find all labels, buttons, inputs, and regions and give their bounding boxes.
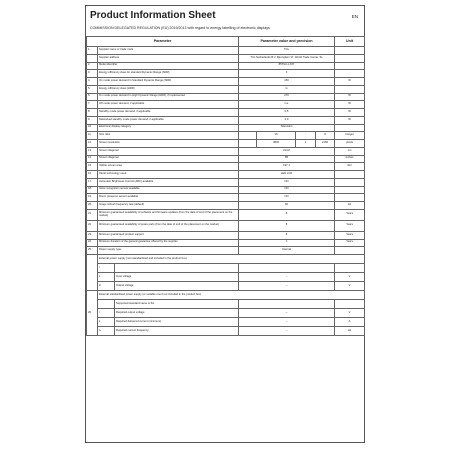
sheet-title: Product Information Sheet xyxy=(90,10,216,21)
row-number: 15. xyxy=(87,163,98,171)
parameter-value: NO xyxy=(239,178,335,186)
parameter-unit: V xyxy=(335,273,365,282)
sub-index: iv xyxy=(98,327,115,336)
table-header-row xyxy=(87,37,365,47)
parameter-unit: pixels xyxy=(335,140,365,148)
sub-index: iii xyxy=(98,282,115,291)
table-body xyxy=(87,47,365,336)
table-row xyxy=(87,62,365,70)
parameter-unit xyxy=(335,62,365,70)
row-number: 20. xyxy=(87,202,98,210)
parameter-name: Networked standby mode power demand, if applicable xyxy=(98,116,239,124)
parameter-name: Model identifier xyxy=(98,62,239,70)
parameter-table xyxy=(86,36,365,336)
parameter-value: -- xyxy=(239,282,335,291)
table-row xyxy=(87,155,365,163)
parameter-value: LED LCD xyxy=(239,171,335,179)
table-row xyxy=(87,109,365,117)
parameter-unit: Years xyxy=(335,239,365,247)
parameter-name: Minimum duration of the general guarantee offered by the supplier xyxy=(98,239,239,247)
table-row xyxy=(87,171,365,179)
parameter-unit: W xyxy=(335,116,365,124)
table-row xyxy=(87,132,365,140)
row-number: 1. xyxy=(87,47,98,55)
parameter-value: 8 xyxy=(239,220,335,231)
table-row xyxy=(87,282,365,291)
row-number: 10. xyxy=(87,124,98,132)
parameter-value: 0,5 xyxy=(239,109,335,117)
row-number: 18. xyxy=(87,186,98,194)
header-value: Parameter value and precision xyxy=(239,37,335,47)
parameter-name: Size ratio xyxy=(98,132,239,140)
row-number: 19. xyxy=(87,194,98,202)
parameter-value: 8 xyxy=(239,231,335,239)
row-number: 2. xyxy=(87,62,98,70)
parameter-name: Energy efficiency class for standard Dynamic Range (SDR) xyxy=(98,70,239,78)
row-number: 25. xyxy=(87,247,98,255)
parameter-unit xyxy=(335,124,365,132)
table-row xyxy=(87,47,365,55)
table-row xyxy=(87,93,365,101)
table-row xyxy=(87,273,365,282)
table-row xyxy=(87,70,365,78)
standard-power-supply-title: External standardised power supply (or suitable one if not included in the product box) xyxy=(98,291,365,300)
parameter-name: Input voltage xyxy=(115,273,239,282)
regulation-subtitle: COMMISSION DELEGATED REGULATION (EU) 2019/2013 with regard to energy labelling of electronic displays xyxy=(90,26,270,30)
table-row xyxy=(87,101,365,109)
table-row xyxy=(87,291,365,300)
row-number: 23. xyxy=(87,231,98,239)
table-row xyxy=(87,247,365,255)
table-row xyxy=(87,124,365,132)
parameter-name: Panel technology used xyxy=(98,171,239,179)
row-number: 26. xyxy=(87,291,98,336)
parameter-value: -- xyxy=(239,318,335,327)
row-number: 21. xyxy=(87,209,98,220)
external-power-supply-title: External power supply (non-standardised and included in the product box) xyxy=(98,255,365,264)
table-row xyxy=(87,140,365,148)
table-row xyxy=(87,202,365,210)
parameter-value: -- xyxy=(239,273,335,282)
parameter-name: Voice recognition sensor available xyxy=(98,186,239,194)
row-number: 16. xyxy=(87,171,98,179)
parameter-unit: W xyxy=(335,109,365,117)
sub-index xyxy=(98,300,115,309)
parameter-value: 2160 xyxy=(316,140,335,148)
header-unit: Unit xyxy=(335,37,365,47)
parameter-unit: Hz xyxy=(335,327,365,336)
table-row xyxy=(87,178,365,186)
row-number xyxy=(87,54,98,62)
parameter-value: -- xyxy=(239,327,335,336)
parameter-name: Minimum guaranteed availability of spare parts (from the date of end of the placement on the market) xyxy=(98,220,239,231)
parameter-name: Electronic display category xyxy=(98,124,239,132)
language-code: EN xyxy=(351,14,358,19)
parameter-unit: W xyxy=(335,101,365,109)
parameter-name: Energy efficiency class (HDR) xyxy=(98,85,239,93)
table-row xyxy=(87,220,365,231)
parameter-unit: A xyxy=(335,318,365,327)
parameter-value: TCL Netherlands B.V. Beursplein 37, World Trade Center, 5e xyxy=(239,54,335,62)
row-number: 5. xyxy=(87,85,98,93)
parameter-unit xyxy=(335,178,365,186)
parameter-name: On mode power demand in Standard Dynamic Range (SDR) xyxy=(98,78,239,86)
parameter-value: NO xyxy=(239,186,335,194)
parameter-value: 270 xyxy=(239,93,335,101)
parameter-unit: Inches xyxy=(335,155,365,163)
parameter-name: Required current frequency xyxy=(115,327,239,336)
parameter-name: Room presence sensor available xyxy=(98,194,239,202)
row-number: 8. xyxy=(87,109,98,117)
table-row xyxy=(87,327,365,336)
parameter-value: G xyxy=(239,85,335,93)
row-number: 3. xyxy=(87,70,98,78)
parameter-value: NO xyxy=(239,194,335,202)
parameter-value: Internal xyxy=(239,247,335,255)
parameter-name: Screen diagonal xyxy=(98,147,239,155)
parameter-name: Screen resolution xyxy=(98,140,239,148)
parameter-value: TCL xyxy=(239,47,335,55)
parameter-name: Image refresh frequency rate (default) xyxy=(98,202,239,210)
row-number: 11. xyxy=(87,132,98,140)
row-number: 17. xyxy=(87,178,98,186)
row-number: 6. xyxy=(87,93,98,101)
parameter-value: 3840 xyxy=(257,140,296,148)
table-row xyxy=(87,78,365,86)
sub-index: i xyxy=(98,309,115,318)
table-row xyxy=(87,264,365,273)
row-number: 14. xyxy=(87,155,98,163)
table-row xyxy=(87,255,365,264)
parameter-unit: Years xyxy=(335,231,365,239)
parameter-value: 8 xyxy=(239,209,335,220)
parameter-value: -- xyxy=(239,309,335,318)
row-number: 24. xyxy=(87,239,98,247)
parameter-name: Screen diagonal xyxy=(98,155,239,163)
parameter-unit: V xyxy=(335,282,365,291)
parameter-value: n.a. xyxy=(239,101,335,109)
parameter-unit xyxy=(335,300,365,309)
parameter-value: 9 xyxy=(316,132,335,140)
parameter-unit: W xyxy=(335,78,365,86)
parameter-unit: dm² xyxy=(335,163,365,171)
parameter-unit: Years xyxy=(335,209,365,220)
value-spacer xyxy=(239,140,257,148)
header-parameter: Parameter xyxy=(87,37,239,47)
parameter-unit xyxy=(335,171,365,179)
parameter-value xyxy=(239,264,335,273)
parameter-name: Supplier name or trade mark xyxy=(98,47,239,55)
table-row xyxy=(87,309,365,318)
parameter-name: Supplier address xyxy=(98,54,239,62)
parameter-name xyxy=(115,264,239,273)
parameter-name: Supported standard name or list xyxy=(115,300,239,309)
parameter-unit xyxy=(335,194,365,202)
row-number: 13. xyxy=(87,147,98,155)
row-number: 9. xyxy=(87,116,98,124)
parameter-value: 214,8 xyxy=(239,147,335,155)
parameter-unit: cm xyxy=(335,147,365,155)
parameter-unit: Hz xyxy=(335,202,365,210)
parameter-name: Required output voltage xyxy=(115,309,239,318)
parameter-unit xyxy=(335,264,365,273)
parameter-name: Off mode power demand, if applicable xyxy=(98,101,239,109)
row-number: 7. xyxy=(87,101,98,109)
table-row xyxy=(87,147,365,155)
table-row xyxy=(87,85,365,93)
table-row xyxy=(87,163,365,171)
value-separator: : xyxy=(296,132,316,140)
parameter-unit: Years xyxy=(335,220,365,231)
parameter-unit xyxy=(335,47,365,55)
row-number: 12. xyxy=(87,140,98,148)
row-number xyxy=(87,255,98,291)
row-number: 4. xyxy=(87,78,98,86)
parameter-name: Standby mode power demand, if applicable xyxy=(98,109,239,117)
value-spacer xyxy=(239,132,257,140)
parameter-value: 197,1 xyxy=(239,163,335,171)
parameter-name: Power supply type: xyxy=(98,247,239,255)
sub-index: i xyxy=(98,264,115,273)
parameter-value: Television xyxy=(239,124,335,132)
sub-index: ii xyxy=(98,318,115,327)
parameter-name: Visible screen area xyxy=(98,163,239,171)
parameter-unit xyxy=(335,85,365,93)
parameter-value: 2,0 xyxy=(239,116,335,124)
parameter-value: F xyxy=(239,70,335,78)
parameter-value: 1 xyxy=(239,239,335,247)
parameter-unit xyxy=(335,247,365,255)
table-row xyxy=(87,318,365,327)
table-row xyxy=(87,194,365,202)
table-row xyxy=(87,186,365,194)
parameter-value: 60 xyxy=(239,202,335,210)
product-information-sheet xyxy=(85,5,365,443)
table-row xyxy=(87,300,365,309)
parameter-unit xyxy=(335,54,365,62)
parameter-name: Minimum guaranteed product support xyxy=(98,231,239,239)
table-row xyxy=(87,239,365,247)
parameter-value: 150 xyxy=(239,78,335,86)
parameter-value: 16 xyxy=(257,132,296,140)
parameter-value: 85TGC-LX67 xyxy=(239,62,335,70)
parameter-unit: W xyxy=(335,93,365,101)
parameter-name: On mode power demand in High Dynamic Range (HDR), if implemented xyxy=(98,93,239,101)
table-row xyxy=(87,116,365,124)
parameter-name: Output voltage xyxy=(115,282,239,291)
parameter-unit xyxy=(335,186,365,194)
parameter-name: Required delivered current (minimum) xyxy=(115,318,239,327)
parameter-unit: V xyxy=(335,309,365,318)
parameter-name: Minimum guaranteed availability of software and firmware updates (from the date of end of the placement on the market) xyxy=(98,209,239,220)
table-row xyxy=(87,54,365,62)
table-row xyxy=(87,209,365,220)
table-row xyxy=(87,231,365,239)
parameter-name: Automatic Brightness Control (ABC) available xyxy=(98,178,239,186)
value-separator: x xyxy=(296,140,316,148)
parameter-unit: Integer xyxy=(335,132,365,140)
parameter-unit xyxy=(335,70,365,78)
parameter-value: 85 xyxy=(239,155,335,163)
row-number: 22. xyxy=(87,220,98,231)
parameter-value xyxy=(239,300,335,309)
sub-index: ii xyxy=(98,273,115,282)
